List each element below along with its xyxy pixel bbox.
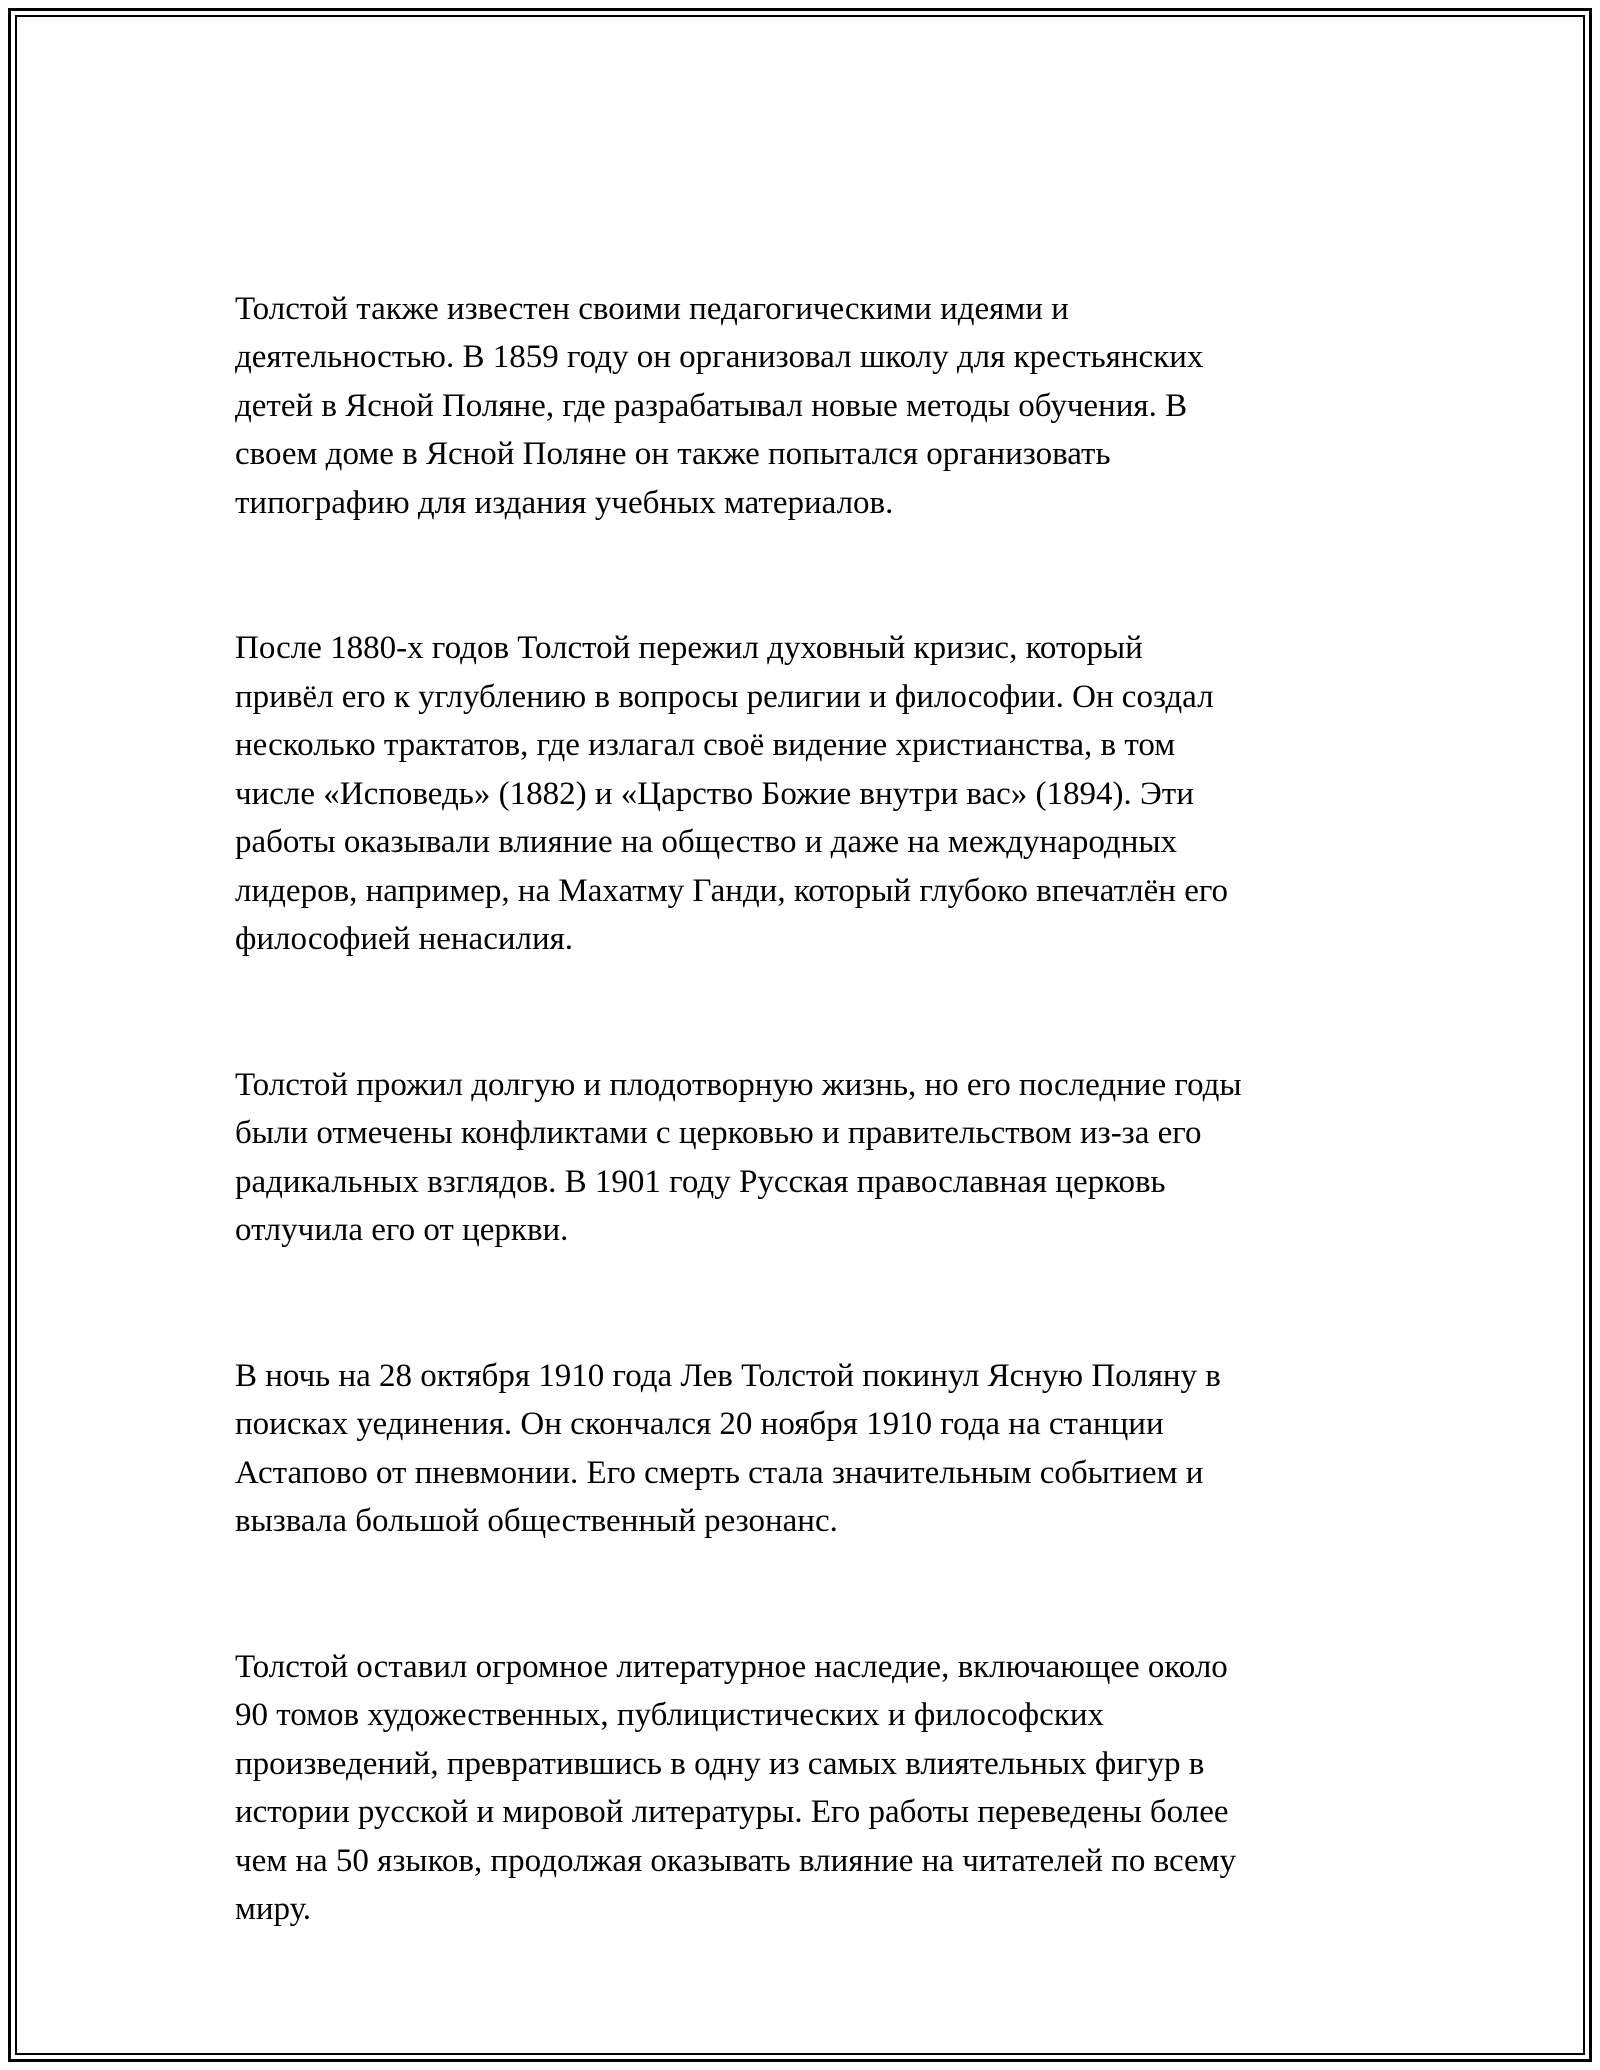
paragraph-spiritual-crisis: После 1880-х годов Толстой пережил духовный кризис, который привёл его к углублению в вопросы религии и философии. Он создал несколько трактатов, где излагал своё видение христианства, в том числе «Исповедь» (1882) и «Царство Божие внутри вас» (1894). Эти работы оказывали влияние на общество и даже на международных лидеров, например, на Махатму Ганди, который глубоко впечатлён его философией ненасилия. [235, 630, 1229, 957]
paragraph-legacy: Толстой оставил огромное литературное наследие, включающее около 90 томов художественных, публицистических и философских произведений, превратившись в одну из самых влиятельных фигур в истории русской и мировой литературы. Его работы переведены более чем на 50 языков, продолжая оказывать влияние на читателей по всему миру. [235, 1648, 1237, 1927]
paragraph-pedagogy: Толстой также известен своими педагогическими идеями и деятельностью. В 1859 году он организовал школу для крестьянских детей в Ясной Поляне, где разрабатывал новые методы обучения. В своем доме в Ясной Поляне он также попытался организовать типографию для издания учебных материалов. [235, 290, 1204, 521]
paragraph-death: В ночь на 28 октября 1910 года Лев Толстой покинул Ясную Поляну в поисках уединения. Он скончался 20 ноября 1910 года на станции Астапово от пневмонии. Его смерть стала значительным событием и вызвала большой общественный резонанс. [235, 1357, 1221, 1539]
document-body [235, 236, 1375, 2031]
paragraph-later-years: Толстой прожил долгую и плодотворную жизнь, но его последние годы были отмечены конфликтами с церковью и правительством из-за его радикальных взглядов. В 1901 году Русская православная церковь отлучила его от церкви. [235, 1066, 1242, 1248]
